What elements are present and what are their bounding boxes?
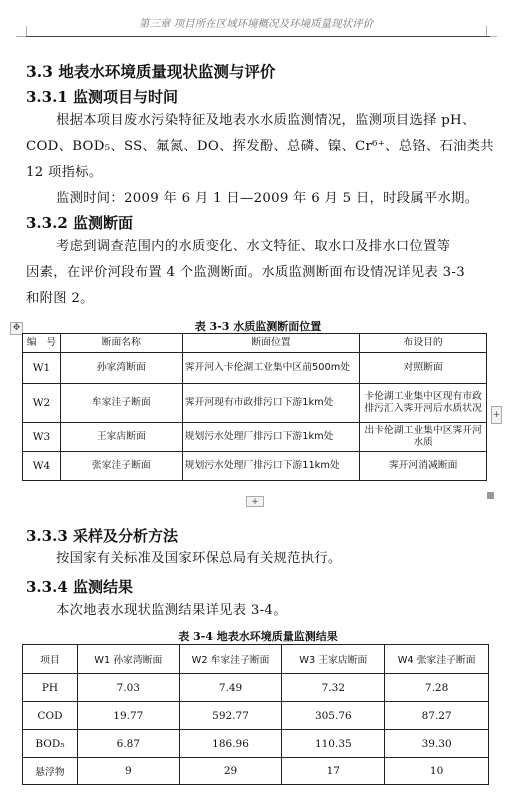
table-row	[23, 452, 487, 481]
cell-value: 7.28	[385, 674, 489, 702]
column-header: 断面位置	[182, 334, 360, 353]
header-rule	[26, 36, 490, 37]
column-header: 编 号	[23, 334, 61, 353]
paragraph-line: 考虑到调查范围内的水质变化、水文特征、取水口及排水口位置等	[56, 239, 451, 254]
cell-name: 牟家洼子断面	[60, 384, 182, 423]
cell-value: 19.77	[77, 702, 179, 730]
paragraph-line: 根据本项目废水污染特征及地表水水质监测情况，监测项目选择 pH、	[56, 113, 476, 128]
table-caption: 表 3-4 地表水环境质量监测结果	[178, 630, 338, 643]
column-header: 项目	[23, 645, 78, 674]
subsection-title: 3.3.1 监测项目与时间	[26, 88, 178, 106]
table-row	[23, 702, 489, 730]
column-header: 布设目的	[360, 334, 487, 353]
column-header: W3 王家店断面	[282, 645, 385, 674]
table-row	[23, 384, 487, 423]
cell-position: 霁开河入卡伦湖工业集中区前500m处	[182, 353, 360, 384]
table-row	[23, 423, 487, 452]
subsection-title: 3.3.2 监测断面	[26, 214, 133, 232]
subsection-title: 3.3.4 监测结果	[26, 578, 133, 596]
table-add-column-handle[interactable]: +	[491, 406, 502, 424]
cell-id: W1	[23, 353, 61, 384]
cell-parameter: 悬浮物	[23, 758, 78, 785]
cell-name: 王家店断面	[60, 423, 182, 452]
cell-value: 7.03	[77, 674, 179, 702]
cell-value: 29	[179, 758, 282, 785]
table-add-row-handle[interactable]: +	[246, 496, 264, 507]
cell-value: 10	[385, 758, 489, 785]
cell-value: 186.96	[179, 730, 282, 758]
cell-parameter: COD	[23, 702, 78, 730]
paragraph-line: 按国家有关标准及国家环保总局有关规范执行。	[56, 551, 342, 566]
table-row	[23, 730, 489, 758]
cell-id: W3	[23, 423, 61, 452]
table-resize-handle[interactable]	[487, 492, 494, 499]
cell-value: 39.30	[385, 730, 489, 758]
table-row	[23, 353, 487, 384]
cell-name: 张家洼子断面	[60, 452, 182, 481]
paragraph-line: 12 项指标。	[26, 165, 103, 180]
cell-value: 592.77	[179, 702, 282, 730]
cell-value: 110.35	[282, 730, 385, 758]
table-move-handle[interactable]: ✥	[10, 322, 23, 335]
paragraph-line: 本次地表水现状监测结果详见表 3-4。	[56, 603, 287, 618]
table-row	[23, 674, 489, 702]
paragraph-line: 和附图 2。	[26, 291, 94, 306]
cell-purpose: 对照断面	[360, 353, 487, 384]
subsection-title: 3.3.3 采样及分析方法	[26, 527, 178, 545]
cell-purpose: 霁开河消减断面	[360, 452, 487, 481]
cell-id: W2	[23, 384, 61, 423]
cell-position: 规划污水处理厂排污口下游1km处	[182, 423, 360, 452]
cell-id: W4	[23, 452, 61, 481]
column-header: W2 牟家洼子断面	[179, 645, 282, 674]
paragraph-line: 因素，在评价河段布置 4 个监测断面。水质监测断面布设情况详见表 3-3	[26, 265, 465, 280]
page-header: 第三章 项目所在区域环境概况及环境质量现状评价	[138, 18, 374, 30]
cell-value: 305.76	[282, 702, 385, 730]
cell-parameter: BOD₅	[23, 730, 78, 758]
water-quality-results-table	[22, 644, 489, 785]
section-title: 3.3 地表水环境质量现状监测与评价	[26, 62, 276, 81]
paragraph-line: 监测时间：2009 年 6 月 1 日—2009 年 6 月 5 日，时段属平水期。	[56, 191, 479, 206]
column-header: W1 孙家湾断面	[77, 645, 179, 674]
paragraph-line: COD、BOD₅、SS、氟氮、DO、挥发酚、总磷、镍、Cr⁶⁺、总铬、石油类共	[26, 139, 494, 154]
monitoring-section-table	[22, 333, 487, 481]
cell-parameter: PH	[23, 674, 78, 702]
cell-position: 规划污水处理厂排污口下游11km处	[182, 452, 360, 481]
cell-position: 霁开河现有市政排污口下游1km处	[182, 384, 360, 423]
cell-value: 6.87	[77, 730, 179, 758]
column-header: 断面名称	[60, 334, 182, 353]
cell-name: 孙家湾断面	[60, 353, 182, 384]
cell-value: 7.32	[282, 674, 385, 702]
cell-value: 7.49	[179, 674, 282, 702]
cell-value: 87.27	[385, 702, 489, 730]
table-row	[23, 758, 489, 785]
cell-value: 17	[282, 758, 385, 785]
cell-value: 9	[77, 758, 179, 785]
column-header: W4 张家洼子断面	[385, 645, 489, 674]
cell-purpose: 卡伦湖工业集中区现有市政排污汇入霁开河后水质状况	[360, 384, 487, 423]
table-caption: 表 3-3 水质监测断面位置	[194, 320, 322, 333]
cell-purpose: 出卡伦湖工业集中区霁开河水质	[360, 423, 487, 452]
